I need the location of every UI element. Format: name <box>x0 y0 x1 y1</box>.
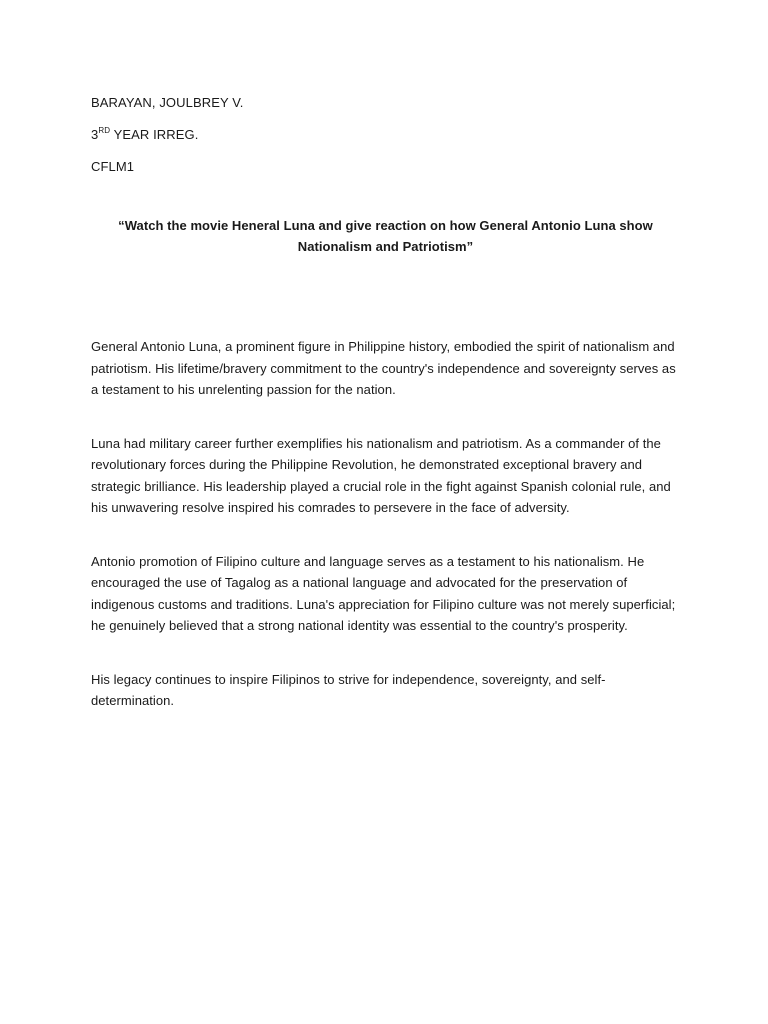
year-suffix: RD <box>98 125 111 135</box>
year-rest: YEAR IRREG. <box>110 127 199 142</box>
student-name: BARAYAN, JOULBREY V. <box>91 95 244 110</box>
paragraph-3: Antonio promotion of Filipino culture and language serves as a testament to his nationalism. He encouraged the use of Tagalog as a national language and advocated for the preservation of indigenous customs and traditions. Luna's appreciation for Filipino culture was not merely superficial; he genuinely believed that a strong national identity was essential to the country's prosperity. <box>91 553 676 633</box>
paragraph-2: Luna had military career further exemplifies his nationalism and patriotism. As a commander of the revolutionary forces during the Philippine Revolution, he demonstrated exceptional bravery and strategic brilliance. His leadership played a crucial role in the fight against Spanish colonial rule, and his unwavering resolve inspired his comrades to persevere in the face of adversity. <box>91 435 671 515</box>
year-number: 3 <box>91 127 99 142</box>
student-year <box>91 127 680 143</box>
paragraph-4: His legacy continues to inspire Filipinos to strive for independence, sovereignty, and self-determination. <box>91 671 606 708</box>
course-code: CFLM1 <box>91 159 135 174</box>
essay-title: “Watch the movie Heneral Luna and give reaction on how General Antonio Luna show Nationalism and Patriotism” <box>118 218 653 254</box>
paragraph-1: General Antonio Luna, a prominent figure in Philippine history, embodied the spirit of nationalism and patriotism. His lifetime/bravery commitment to the country's independence and sovereignty serves as a testament to his unrelenting passion for the nation. <box>91 339 676 397</box>
